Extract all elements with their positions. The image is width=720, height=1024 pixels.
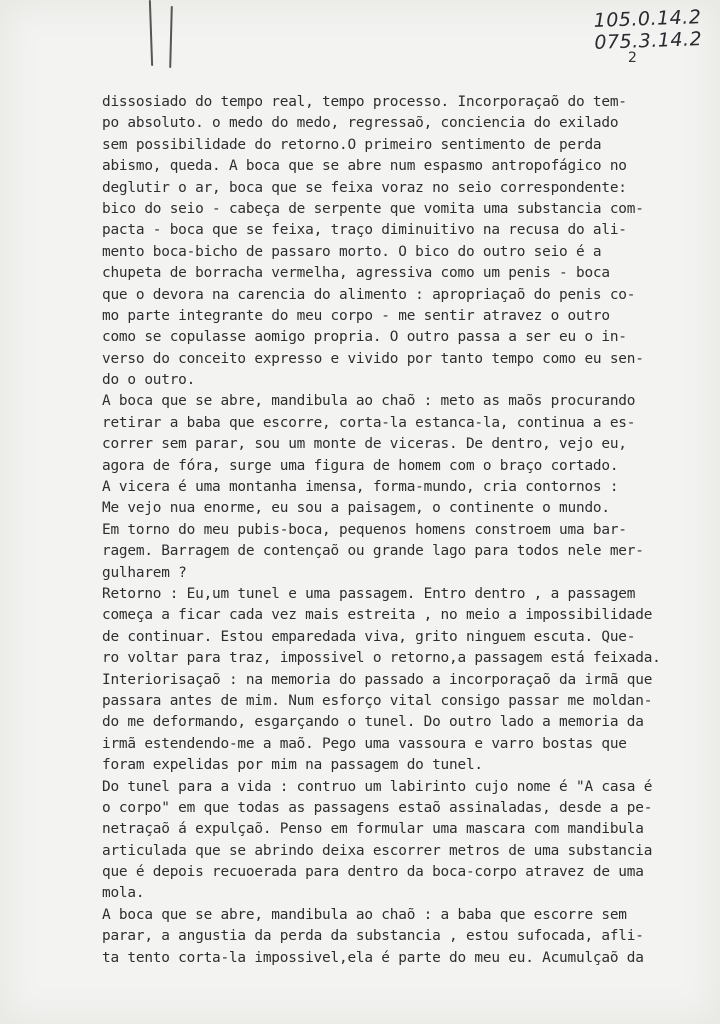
text-line: verso do conceito expresso e vivido por tanto tempo como eu sen- — [102, 350, 644, 367]
text-line: ro voltar para traz, impossivel o retorno,a passagem está feixada. — [102, 650, 661, 667]
archive-code: 105.0.14.2 — [593, 6, 702, 32]
archive-code: 075.3.14.2 — [594, 28, 703, 54]
text-line: dissosiado do tempo real, tempo processo. Incorporaçaõ do tem- — [102, 94, 627, 110]
text-line: retirar a baba que escorre, corta-la estanca-la, continua a es- — [102, 414, 636, 431]
text-line: Do tunel para a vida : contruo um labirinto cujo nome é "A casa é — [102, 778, 653, 795]
text-line: Retorno : Eu,um tunel e uma passagem. Entro dentro , a passagem — [102, 585, 636, 602]
text-line: A boca que se abre, mandibula ao chaõ : meto as maõs procurando — [102, 393, 636, 410]
text-line: do o outro. — [102, 372, 196, 389]
text-line: Me vejo nua enorme, eu sou a paisagem, o continente o mundo. — [102, 500, 610, 517]
text-line: foram expelidas por mim na passagem do tunel. — [102, 757, 483, 774]
text-line: A vicera é uma montanha imensa, forma-mundo, cria contornos : — [102, 479, 619, 496]
text-line: que o devora na carencia do alimento : apropriaçaõ do penis co- — [102, 286, 636, 303]
text-line: mola. — [102, 885, 145, 902]
text-line: bico do seio - cabeça de serpente que vomita uma substancia com- — [102, 200, 644, 217]
text-line: articulada que se abrindo deixa escorrer metros de uma substancia — [102, 842, 653, 859]
text-line: ragem. Barragem de contençaõ ou grande lago para todos nele mer- — [102, 543, 644, 560]
text-line: do me deformando, esgarçando o tunel. Do outro lado a memoria da — [102, 714, 644, 731]
text-line: chupeta de borracha vermelha, agressiva como um penis - boca — [102, 265, 610, 282]
typed-text-body — [102, 92, 702, 969]
text-line: passara antes de mim. Num esforço vital consigo passar me moldan- — [102, 692, 653, 709]
text-line: que é depois recuoerada para dentro da boca-corpo atravez de uma — [102, 864, 644, 881]
text-line: netraçaõ á expulçaõ. Penso em formular uma mascara com mandibula — [102, 821, 644, 838]
text-line: começa a ficar cada vez mais estreita , no meio a impossibilidade — [102, 607, 653, 624]
text-line: como se copulasse aomigo propria. O outro passa a ser eu o in- — [102, 329, 627, 346]
archive-codes — [594, 6, 703, 54]
text-line: gulharem ? — [102, 564, 187, 581]
text-line: mo parte integrante do meu corpo - me sentir atravez o outro — [102, 307, 610, 324]
text-line: agora de fóra, surge uma figura de homem com o braço cortado. — [102, 457, 619, 474]
pen-mark — [169, 6, 173, 68]
text-line: pacta - boca que se feixa, traço diminuitivo na recusa do ali- — [102, 222, 627, 239]
text-line: correr sem parar, sou um monte de viceras. De dentro, vejo eu, — [102, 436, 627, 453]
text-line: parar, a angustia da perda da substancia , estou sufocada, afli- — [102, 928, 644, 945]
text-line: de continuar. Estou emparedada viva, grito ninguem escuta. Que- — [102, 628, 636, 645]
text-line: mento boca-bicho de passaro morto. O bico do outro seio é a — [102, 243, 602, 260]
text-line: sem possibilidade do retorno.O primeiro sentimento de perda — [102, 136, 602, 153]
text-line: ta tento corta-la impossivel,ela é parte do meu eu. Acumulçaõ da — [102, 949, 644, 966]
text-line: Interiorisaçaõ : na memoria do passado a incorporaçaõ da irmã que — [102, 671, 653, 688]
page-number: 2 — [628, 50, 637, 66]
text-line: o corpo" em que todas as passagens estaõ assinaladas, desde a pe- — [102, 799, 653, 816]
text-line: Em torno do meu pubis-boca, pequenos homens constroem uma bar- — [102, 521, 627, 538]
text-line: irmã estendendo-me a maõ. Pego uma vassoura e varro bostas que — [102, 735, 627, 752]
pen-mark — [149, 0, 153, 66]
text-line: deglutir o ar, boca que se feixa voraz no seio correspondente: — [102, 179, 627, 196]
text-line: po absoluto. o medo do medo, regressaõ, conciencia do exilado — [102, 115, 619, 132]
text-line: abismo, queda. A boca que se abre num espasmo antropofágico no — [102, 158, 627, 175]
text-line: A boca que se abre, mandibula ao chaõ : a baba que escorre sem — [102, 906, 627, 923]
